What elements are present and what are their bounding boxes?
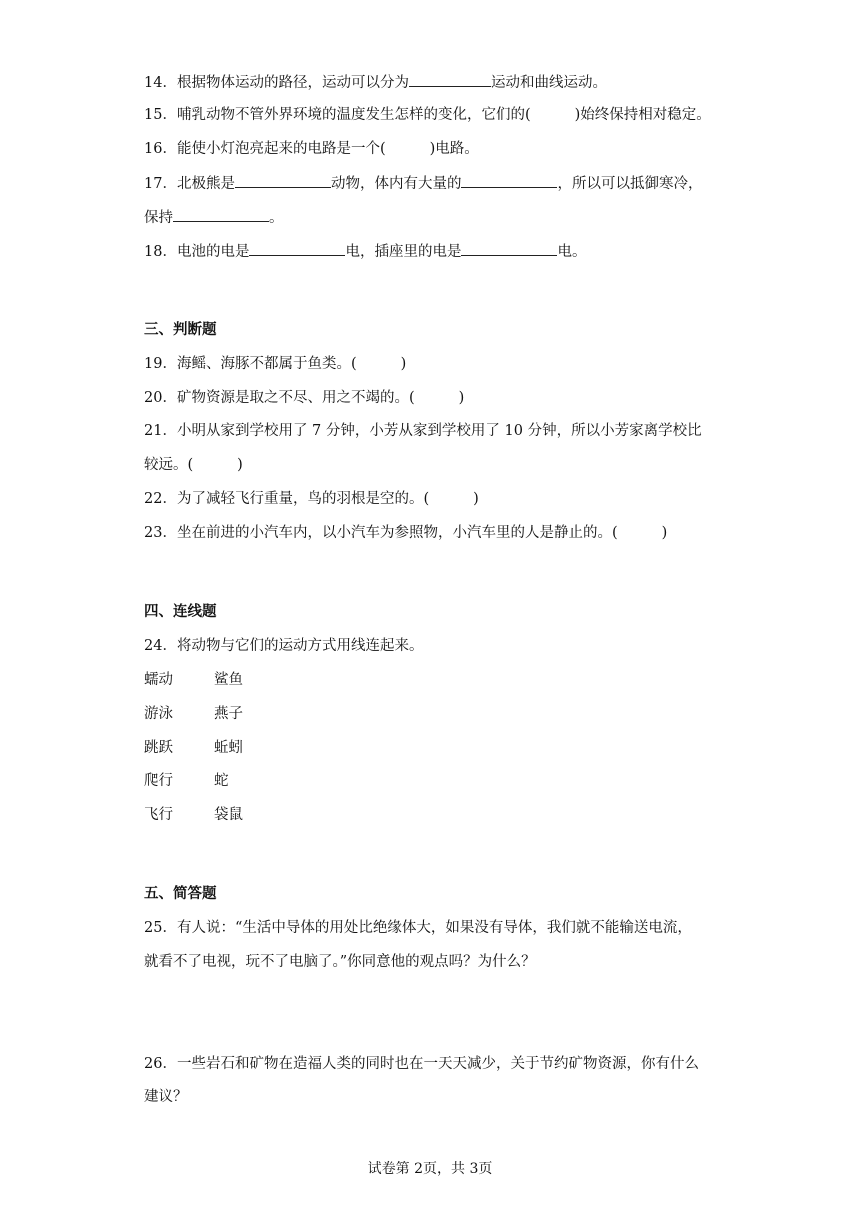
- question-number: 19．: [144, 356, 177, 372]
- question-20: [144, 388, 464, 408]
- question-26-cont: 建议？: [144, 1089, 188, 1105]
- match-right[interactable]: 燕子: [214, 706, 243, 722]
- question-number: 18．: [144, 244, 177, 260]
- question-text: 根据物体运动的路径，运动可以分为: [176, 75, 409, 91]
- answer-blank[interactable]: [461, 173, 557, 188]
- question-text: 矿物资源是取之不尽、用之不竭的。(: [176, 390, 415, 406]
- question-number: 20．: [144, 390, 177, 406]
- question-number: 22．: [144, 491, 177, 507]
- question-17: [144, 173, 702, 194]
- question-24: [144, 636, 423, 656]
- question-22: [144, 489, 479, 509]
- question-text: ，所以可以抵御寒冷，: [557, 176, 703, 192]
- question-number: 26．: [144, 1056, 177, 1072]
- question-text: 动物，体内有大量的: [330, 176, 462, 192]
- question-text: 有人说：“生活中导体的用处比绝缘体大，如果没有导体，我们就不能输送电流，: [176, 920, 692, 936]
- match-left[interactable]: 爬行: [144, 773, 173, 789]
- match-left[interactable]: 游泳: [144, 706, 173, 722]
- question-text: 电。: [557, 244, 587, 260]
- question-number: 14．: [144, 75, 177, 91]
- match-pair: [144, 805, 243, 825]
- question-number: 21．: [144, 423, 177, 439]
- question-21-cont: [144, 455, 243, 475]
- question-number: 24．: [144, 638, 177, 654]
- question-text: 为了减轻飞行重量，鸟的羽根是空的。(: [176, 491, 430, 507]
- question-text: )始终保持相对稳定。: [574, 107, 711, 123]
- question-text: 小明从家到学校用了 7 分钟，小芳从家到学校用了 10 分钟，所以小芳家离学校比: [176, 423, 702, 439]
- close-paren: ): [473, 491, 479, 507]
- question-25: [144, 918, 692, 938]
- match-left[interactable]: 蠕动: [144, 672, 173, 688]
- close-paren: ): [661, 525, 668, 541]
- question-text: 电，插座里的电是: [345, 244, 462, 260]
- question-16: [144, 139, 479, 159]
- match-left[interactable]: 跳跃: [144, 740, 173, 756]
- close-paren: ): [400, 356, 407, 372]
- match-right[interactable]: 鲨鱼: [214, 672, 243, 688]
- question-18: [144, 241, 586, 262]
- question-14: [144, 72, 607, 93]
- question-number: 17．: [144, 176, 177, 192]
- question-text: )电路。: [429, 141, 479, 157]
- match-pair: [144, 704, 243, 724]
- match-right[interactable]: 蛇: [214, 773, 229, 789]
- match-left[interactable]: 飞行: [144, 807, 173, 823]
- question-text: 运动和曲线运动。: [490, 75, 607, 91]
- question-text: 能使小灯泡亮起来的电路是一个(: [176, 141, 386, 157]
- answer-blank[interactable]: [461, 241, 557, 256]
- answer-blank[interactable]: [409, 72, 491, 87]
- section-heading-judge: 三、判断题: [144, 321, 217, 338]
- question-15: [144, 105, 711, 125]
- question-text: 坐在前进的小汽车内，以小汽车为参照物，小汽车里的人是静止的。(: [176, 525, 618, 541]
- question-21: [144, 421, 702, 441]
- section-heading-short: 五、简答题: [144, 885, 217, 902]
- question-number: 16．: [144, 141, 177, 157]
- page-footer: 试卷第 2页，共 3页: [367, 1161, 493, 1177]
- question-text: 一些岩石和矿物在造福人类的同时也在一天天减少，关于节约矿物资源，你有什么: [176, 1056, 699, 1072]
- match-pair: [144, 738, 243, 758]
- question-text: 海鳐、海豚不都属于鱼类。(: [176, 356, 357, 372]
- question-text: 电池的电是: [176, 244, 250, 260]
- question-number: 15．: [144, 107, 177, 123]
- question-text: 北极熊是: [176, 176, 235, 192]
- close-paren: ): [237, 457, 243, 473]
- question-text: 。: [269, 210, 284, 226]
- question-text: 较远。(: [144, 457, 194, 473]
- question-number: 25．: [144, 920, 177, 936]
- match-right[interactable]: 袋鼠: [214, 807, 243, 823]
- match-pair: [144, 670, 243, 690]
- answer-blank[interactable]: [249, 241, 345, 256]
- question-17-cont: [144, 207, 284, 228]
- question-number: 23．: [144, 525, 177, 541]
- match-pair: [144, 771, 229, 791]
- close-paren: ): [458, 390, 465, 406]
- match-right[interactable]: 蚯蚓: [214, 740, 243, 756]
- question-text: 哺乳动物不管外界环境的温度发生怎样的变化，它们的(: [176, 107, 531, 123]
- answer-blank[interactable]: [173, 207, 269, 222]
- answer-blank[interactable]: [235, 173, 331, 188]
- question-25-cont: 就看不了电视，玩不了电脑了。”你同意他的观点吗？为什么？: [144, 954, 536, 970]
- question-26: [144, 1054, 699, 1074]
- question-19: [144, 354, 406, 374]
- question-text: 保持: [144, 210, 173, 226]
- section-heading-match: 四、连线题: [144, 603, 217, 620]
- question-text: 将动物与它们的运动方式用线连起来。: [176, 638, 424, 654]
- question-23: [144, 523, 667, 543]
